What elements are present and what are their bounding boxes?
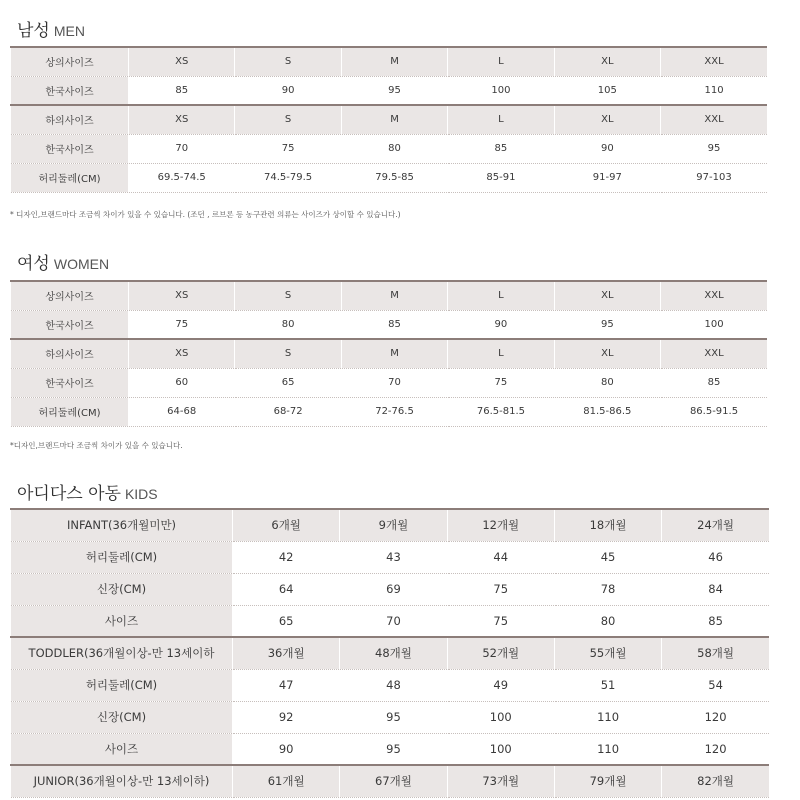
- kids-table-body: [11, 509, 770, 797]
- table-cell: 110: [554, 701, 661, 733]
- table-cell: 75: [129, 310, 235, 339]
- table-cell: 110: [661, 76, 767, 105]
- table-cell: 85: [661, 368, 767, 397]
- table-row: [11, 339, 768, 368]
- table-cell: 64-68: [129, 397, 235, 426]
- table-cell: 58개월: [662, 637, 769, 669]
- table-cell: 82개월: [662, 765, 769, 797]
- table-cell: 70: [340, 605, 447, 637]
- table-cell: 95: [554, 310, 660, 339]
- women-size-table: [10, 280, 767, 427]
- table-cell: 24개월: [662, 509, 769, 541]
- women-title-en: WOMEN: [53, 256, 110, 272]
- table-row: [11, 541, 770, 573]
- table-row: [11, 76, 768, 105]
- row-label: 허리둘레(CM): [11, 669, 233, 701]
- row-label: 허리둘레(CM): [11, 541, 233, 573]
- table-cell: 81.5-86.5: [554, 397, 660, 426]
- table-cell: 100: [448, 76, 554, 105]
- table-cell: XS: [129, 339, 235, 368]
- kids-section-title: [17, 479, 158, 504]
- table-cell: 75: [447, 573, 554, 605]
- table-cell: XL: [554, 281, 660, 310]
- table-cell: 69.5-74.5: [129, 163, 235, 192]
- table-cell: 51: [554, 669, 661, 701]
- table-cell: 100: [447, 733, 554, 765]
- table-cell: S: [235, 47, 341, 76]
- table-cell: 43: [340, 541, 447, 573]
- table-cell: 80: [554, 368, 660, 397]
- table-row: [11, 105, 768, 134]
- men-title-ko: 남성: [17, 21, 50, 41]
- table-cell: XS: [129, 47, 235, 76]
- table-cell: 44: [447, 541, 554, 573]
- table-row: [11, 163, 768, 192]
- table-cell: 70: [341, 368, 447, 397]
- table-row: [11, 573, 770, 605]
- table-cell: 12개월: [447, 509, 554, 541]
- row-label: 한국사이즈: [11, 76, 129, 105]
- table-cell: 65: [235, 368, 341, 397]
- table-cell: 49: [447, 669, 554, 701]
- kids-size-table: [10, 508, 769, 798]
- table-row: [11, 310, 768, 339]
- table-cell: S: [235, 339, 341, 368]
- table-cell: 6개월: [233, 509, 340, 541]
- table-cell: 75: [447, 605, 554, 637]
- table-cell: 92: [233, 701, 340, 733]
- table-cell: 85: [129, 76, 235, 105]
- table-cell: L: [448, 47, 554, 76]
- table-cell: 86.5-91.5: [661, 397, 767, 426]
- table-row: [11, 397, 768, 426]
- row-label: 상의사이즈: [11, 281, 129, 310]
- table-cell: 9개월: [340, 509, 447, 541]
- table-cell: XXL: [661, 47, 767, 76]
- table-cell: 120: [662, 701, 769, 733]
- table-cell: 78: [554, 573, 661, 605]
- kids-title-en: KIDS: [124, 486, 158, 502]
- table-cell: 95: [341, 76, 447, 105]
- men-size-table: [10, 46, 767, 193]
- table-cell: 72-76.5: [341, 397, 447, 426]
- table-cell: L: [448, 281, 554, 310]
- table-cell: 80: [235, 310, 341, 339]
- table-cell: 84: [662, 573, 769, 605]
- table-row: [11, 134, 768, 163]
- table-cell: 75: [235, 134, 341, 163]
- table-cell: 52개월: [447, 637, 554, 669]
- men-note: * 디자인,브랜드마다 조금씩 차이가 있을 수 있습니다. (조던 , 르브론 등 농구관련 의류는 사이즈가 상이할 수 있습니다.): [10, 210, 401, 219]
- table-cell: 95: [340, 701, 447, 733]
- table-cell: 105: [554, 76, 660, 105]
- table-cell: XS: [129, 281, 235, 310]
- row-label: 한국사이즈: [11, 310, 129, 339]
- table-cell: 70: [129, 134, 235, 163]
- table-cell: M: [341, 339, 447, 368]
- table-cell: 76.5-81.5: [448, 397, 554, 426]
- table-cell: 95: [340, 733, 447, 765]
- row-label: 신장(CM): [11, 701, 233, 733]
- row-label: 사이즈: [11, 733, 233, 765]
- men-section-title: [17, 16, 85, 41]
- table-row: [11, 368, 768, 397]
- table-cell: 85: [448, 134, 554, 163]
- table-cell: 79.5-85: [341, 163, 447, 192]
- table-row: [11, 701, 770, 733]
- table-cell: 60: [129, 368, 235, 397]
- row-label: 한국사이즈: [11, 134, 129, 163]
- table-cell: 85: [662, 605, 769, 637]
- row-label: INFANT(36개월미만): [11, 509, 233, 541]
- row-label: 상의사이즈: [11, 47, 129, 76]
- men-table-body: [11, 47, 768, 192]
- table-row: [11, 47, 768, 76]
- table-cell: XXL: [661, 281, 767, 310]
- table-cell: 91-97: [554, 163, 660, 192]
- table-cell: XL: [554, 339, 660, 368]
- row-label: JUNIOR(36개월이상-만 13세이하): [11, 765, 233, 797]
- women-section-title: [17, 249, 109, 274]
- table-cell: M: [341, 47, 447, 76]
- table-cell: 54: [662, 669, 769, 701]
- table-cell: 68-72: [235, 397, 341, 426]
- row-label: 하의사이즈: [11, 105, 129, 134]
- table-cell: 48: [340, 669, 447, 701]
- table-cell: 48개월: [340, 637, 447, 669]
- table-cell: 95: [661, 134, 767, 163]
- table-cell: 65: [233, 605, 340, 637]
- table-cell: 85: [341, 310, 447, 339]
- women-title-ko: 여성: [17, 254, 50, 274]
- table-cell: 42: [233, 541, 340, 573]
- table-row: [11, 605, 770, 637]
- table-cell: 67개월: [340, 765, 447, 797]
- men-title-en: MEN: [53, 23, 85, 39]
- table-cell: S: [235, 281, 341, 310]
- table-row: [11, 281, 768, 310]
- table-row: [11, 765, 770, 797]
- table-cell: 100: [661, 310, 767, 339]
- table-cell: 80: [341, 134, 447, 163]
- table-cell: 79개월: [554, 765, 661, 797]
- table-cell: 90: [448, 310, 554, 339]
- table-cell: XXL: [661, 105, 767, 134]
- women-note: *디자인,브랜드마다 조금씩 차이가 있을 수 있습니다.: [10, 441, 183, 450]
- table-cell: 64: [233, 573, 340, 605]
- table-cell: L: [448, 105, 554, 134]
- table-cell: 73개월: [447, 765, 554, 797]
- table-cell: XL: [554, 105, 660, 134]
- table-cell: 74.5-79.5: [235, 163, 341, 192]
- table-row: [11, 669, 770, 701]
- table-cell: S: [235, 105, 341, 134]
- table-cell: 85-91: [448, 163, 554, 192]
- table-cell: 90: [233, 733, 340, 765]
- table-cell: 69: [340, 573, 447, 605]
- kids-title-ko: 아디다스 아동: [17, 484, 121, 504]
- table-cell: 61개월: [233, 765, 340, 797]
- table-cell: 110: [554, 733, 661, 765]
- table-cell: XL: [554, 47, 660, 76]
- table-row: [11, 509, 770, 541]
- table-cell: 120: [662, 733, 769, 765]
- row-label: 신장(CM): [11, 573, 233, 605]
- women-table-body: [11, 281, 768, 426]
- table-cell: M: [341, 281, 447, 310]
- table-cell: 100: [447, 701, 554, 733]
- table-cell: 90: [554, 134, 660, 163]
- row-label: 한국사이즈: [11, 368, 129, 397]
- row-label: 사이즈: [11, 605, 233, 637]
- table-row: [11, 637, 770, 669]
- table-cell: 36개월: [233, 637, 340, 669]
- row-label: TODDLER(36개월이상-만 13세이하: [11, 637, 233, 669]
- table-cell: XS: [129, 105, 235, 134]
- row-label: 허리둘레(CM): [11, 163, 129, 192]
- row-label: 허리둘레(CM): [11, 397, 129, 426]
- table-cell: M: [341, 105, 447, 134]
- table-cell: 97-103: [661, 163, 767, 192]
- table-row: [11, 733, 770, 765]
- table-cell: 18개월: [554, 509, 661, 541]
- table-cell: 90: [235, 76, 341, 105]
- table-cell: 45: [554, 541, 661, 573]
- table-cell: 55개월: [554, 637, 661, 669]
- table-cell: 46: [662, 541, 769, 573]
- table-cell: L: [448, 339, 554, 368]
- table-cell: 75: [448, 368, 554, 397]
- table-cell: 80: [554, 605, 661, 637]
- table-cell: XXL: [661, 339, 767, 368]
- row-label: 하의사이즈: [11, 339, 129, 368]
- table-cell: 47: [233, 669, 340, 701]
